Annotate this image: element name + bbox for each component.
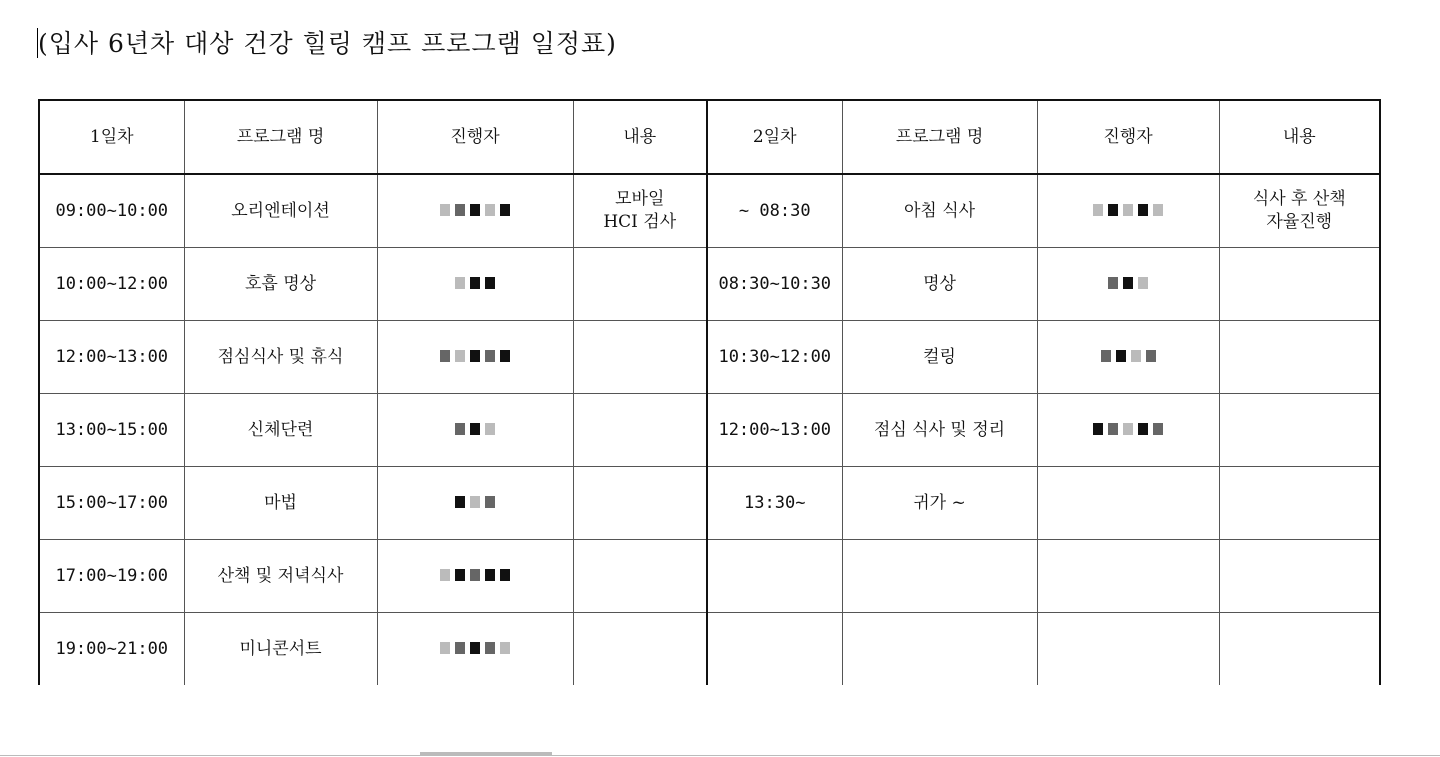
- header-day1: 1일차: [39, 100, 184, 174]
- day1-time-cell-text: 09:00~10:00: [55, 200, 169, 221]
- redaction-pixel: [1116, 350, 1126, 362]
- day2-content-cell: [1219, 174, 1380, 248]
- redaction-pixel: [485, 496, 495, 508]
- day2-presenter-cell: [1037, 394, 1219, 467]
- redaction-pixel: [1123, 204, 1133, 216]
- redaction-pixel: [470, 204, 480, 216]
- day2-program-cell: [842, 321, 1037, 394]
- header-presenter2: 진행자: [1037, 100, 1219, 174]
- day1-presenter-cell: [377, 540, 573, 613]
- redaction-pixel: [455, 569, 465, 581]
- day1-time-cell: [39, 394, 184, 467]
- day2-program-cell: [842, 248, 1037, 321]
- header-day2: 2일차: [707, 100, 842, 174]
- day2-content-cell: [1219, 394, 1380, 467]
- day1-content-cell: [573, 321, 707, 394]
- day2-program-cell: [842, 613, 1037, 686]
- redaction-pixel: [1153, 204, 1163, 216]
- redacted-name: [455, 423, 495, 435]
- redaction-pixel: [1108, 204, 1118, 216]
- redacted-name: [455, 496, 495, 508]
- redaction-pixel: [440, 350, 450, 362]
- redaction-pixel: [1123, 423, 1133, 435]
- day1-content-cell: [573, 174, 707, 248]
- redaction-pixel: [1093, 423, 1103, 435]
- redaction-pixel: [500, 569, 510, 581]
- day2-content-cell: [1219, 540, 1380, 613]
- header-content1: 내용: [573, 100, 707, 174]
- day1-program-cell-text: 오리엔테이션: [231, 200, 330, 221]
- day1-program-cell-text: 점심식사 및 휴식: [217, 346, 344, 367]
- day1-content-cell-text: 모바일 HCI 검사: [603, 189, 677, 232]
- table-row: [39, 540, 1380, 613]
- day1-program-cell: [184, 321, 377, 394]
- day1-presenter-cell: [377, 394, 573, 467]
- redaction-pixel: [455, 496, 465, 508]
- page-bottom-border: [0, 755, 1440, 756]
- day2-time-cell: [707, 613, 842, 686]
- day1-time-cell: [39, 248, 184, 321]
- redaction-pixel: [1153, 423, 1163, 435]
- redaction-pixel: [455, 642, 465, 654]
- redaction-pixel: [440, 569, 450, 581]
- redaction-pixel: [440, 642, 450, 654]
- redaction-pixel: [455, 350, 465, 362]
- redacted-name: [1093, 204, 1163, 216]
- table-row: [39, 248, 1380, 321]
- redaction-pixel: [485, 277, 495, 289]
- day2-presenter-cell: [1037, 321, 1219, 394]
- redaction-pixel: [455, 204, 465, 216]
- day1-program-cell: [184, 248, 377, 321]
- day1-presenter-cell: [377, 174, 573, 248]
- redacted-name: [440, 642, 510, 654]
- day1-content-cell: [573, 248, 707, 321]
- redaction-pixel: [500, 350, 510, 362]
- redacted-name: [440, 350, 510, 362]
- day1-program-cell: [184, 540, 377, 613]
- day1-time-cell-text: 19:00~21:00: [55, 638, 169, 659]
- header-program2: 프로그램 명: [842, 100, 1037, 174]
- redaction-pixel: [500, 642, 510, 654]
- day2-time-cell-text: 08:30~10:30: [718, 273, 832, 294]
- day2-time-cell-text: 10:30~12:00: [718, 346, 832, 367]
- day1-time-cell: [39, 613, 184, 686]
- redaction-pixel: [1108, 423, 1118, 435]
- redaction-pixel: [1146, 350, 1156, 362]
- redaction-pixel: [455, 423, 465, 435]
- day1-program-cell-text: 산책 및 저녁식사: [217, 565, 344, 586]
- day2-program-cell-text: 명상: [923, 273, 956, 294]
- day1-time-cell-text: 13:00~15:00: [55, 419, 169, 440]
- table-row: [39, 467, 1380, 540]
- day2-program-cell: [842, 394, 1037, 467]
- redaction-pixel: [485, 423, 495, 435]
- redacted-name: [440, 569, 510, 581]
- day2-program-cell: [842, 540, 1037, 613]
- day2-program-cell-text: 귀가 ~: [913, 492, 966, 513]
- schedule-table: [38, 99, 1381, 685]
- redaction-pixel: [1101, 350, 1111, 362]
- table-header-row: [39, 100, 1380, 174]
- redaction-pixel: [470, 423, 480, 435]
- day2-presenter-cell: [1037, 174, 1219, 248]
- redaction-pixel: [485, 350, 495, 362]
- day2-time-cell: [707, 248, 842, 321]
- table-row: [39, 174, 1380, 248]
- scroll-indicator: [420, 752, 552, 756]
- day1-program-cell: [184, 394, 377, 467]
- day2-program-cell-text: 점심 식사 및 정리: [873, 419, 1006, 440]
- day1-content-cell: [573, 540, 707, 613]
- day1-time-cell-text: 15:00~17:00: [55, 492, 169, 513]
- day1-time-cell: [39, 540, 184, 613]
- day2-presenter-cell: [1037, 540, 1219, 613]
- redaction-pixel: [485, 569, 495, 581]
- redaction-pixel: [470, 569, 480, 581]
- redaction-pixel: [1123, 277, 1133, 289]
- header-presenter1: 진행자: [377, 100, 573, 174]
- day1-program-cell-text: 호흡 명상: [244, 273, 317, 294]
- day1-content-cell: [573, 467, 707, 540]
- redaction-pixel: [1108, 277, 1118, 289]
- day1-time-cell: [39, 174, 184, 248]
- day1-time-cell-text: 17:00~19:00: [55, 565, 169, 586]
- redaction-pixel: [440, 204, 450, 216]
- day2-time-cell: [707, 321, 842, 394]
- day2-program-cell: [842, 174, 1037, 248]
- redacted-name: [455, 277, 495, 289]
- redacted-name: [1093, 423, 1163, 435]
- day2-time-cell-text: ~ 08:30: [738, 200, 811, 221]
- page-title: (입사 6년차 대상 건강 힐링 캠프 프로그램 일정표): [38, 29, 617, 58]
- redaction-pixel: [1138, 204, 1148, 216]
- redaction-pixel: [1131, 350, 1141, 362]
- redaction-pixel: [1093, 204, 1103, 216]
- day2-content-cell: [1219, 321, 1380, 394]
- day1-program-cell: [184, 467, 377, 540]
- day2-content-cell: [1219, 467, 1380, 540]
- day2-time-cell: [707, 394, 842, 467]
- day1-time-cell: [39, 321, 184, 394]
- day1-time-cell-text: 12:00~13:00: [55, 346, 169, 367]
- redaction-pixel: [485, 204, 495, 216]
- redaction-pixel: [500, 204, 510, 216]
- day2-program-cell-text: 아침 식사: [903, 200, 976, 221]
- day1-content-cell: [573, 613, 707, 686]
- day2-presenter-cell: [1037, 248, 1219, 321]
- day1-program-cell: [184, 613, 377, 686]
- day2-time-cell: [707, 174, 842, 248]
- table-row: [39, 394, 1380, 467]
- day1-presenter-cell: [377, 467, 573, 540]
- day2-presenter-cell: [1037, 467, 1219, 540]
- redaction-pixel: [470, 642, 480, 654]
- day2-content-cell: [1219, 613, 1380, 686]
- day2-time-cell: [707, 467, 842, 540]
- day1-time-cell: [39, 467, 184, 540]
- day1-presenter-cell: [377, 321, 573, 394]
- day2-time-cell-text: 13:30~: [744, 492, 806, 513]
- redaction-pixel: [1138, 423, 1148, 435]
- redacted-name: [440, 204, 510, 216]
- day2-program-cell: [842, 467, 1037, 540]
- day1-program-cell-text: 신체단련: [247, 419, 314, 440]
- table-row: [39, 321, 1380, 394]
- day2-time-cell-text: 12:00~13:00: [718, 419, 832, 440]
- redaction-pixel: [470, 350, 480, 362]
- day1-program-cell: [184, 174, 377, 248]
- redaction-pixel: [1138, 277, 1148, 289]
- header-program1: 프로그램 명: [184, 100, 377, 174]
- redaction-pixel: [470, 277, 480, 289]
- day1-time-cell-text: 10:00~12:00: [55, 273, 169, 294]
- day2-presenter-cell: [1037, 613, 1219, 686]
- day2-time-cell: [707, 540, 842, 613]
- day1-presenter-cell: [377, 248, 573, 321]
- redacted-name: [1101, 350, 1156, 362]
- day1-program-cell-text: 마법: [264, 492, 297, 513]
- day1-content-cell: [573, 394, 707, 467]
- redaction-pixel: [485, 642, 495, 654]
- redacted-name: [1108, 277, 1148, 289]
- day2-program-cell-text: 컬링: [923, 346, 956, 367]
- table-row: [39, 613, 1380, 686]
- header-content2: 내용: [1219, 100, 1380, 174]
- day1-program-cell-text: 미니콘서트: [239, 638, 322, 659]
- redaction-pixel: [470, 496, 480, 508]
- day1-presenter-cell: [377, 613, 573, 686]
- day2-content-cell-text: 식사 후 산책 자율진행: [1252, 189, 1346, 232]
- redaction-pixel: [455, 277, 465, 289]
- day2-content-cell: [1219, 248, 1380, 321]
